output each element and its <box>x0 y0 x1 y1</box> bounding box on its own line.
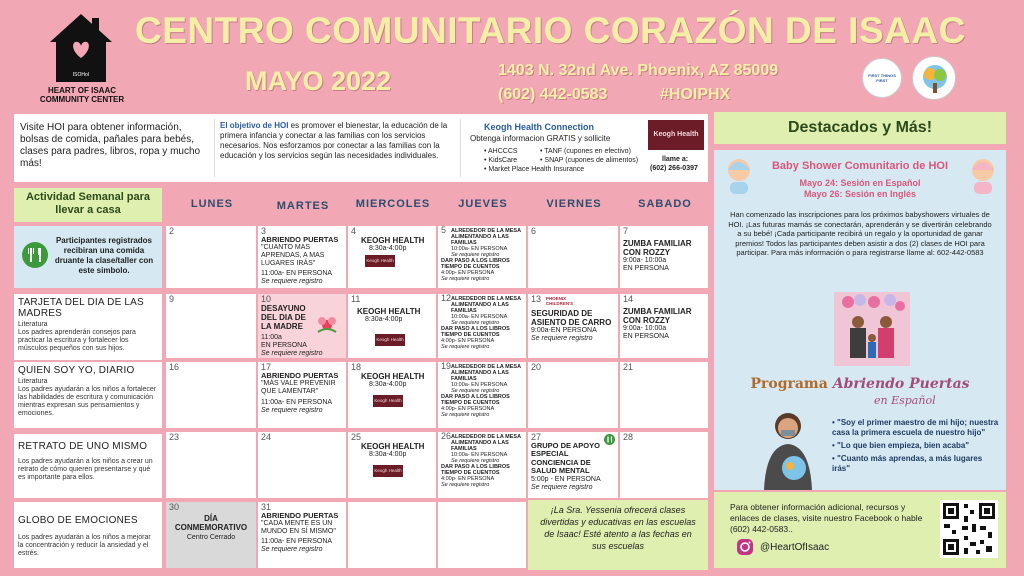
calendar-day <box>348 502 436 568</box>
divider <box>460 119 461 177</box>
page-title: CENTRO COMUNITARIO CORAZÓN DE ISAAC <box>135 10 966 51</box>
day-header: SABADO <box>638 198 692 210</box>
meal-icon <box>22 242 48 268</box>
program-quote: • "Cuanto más aprendas, a más lugares irás" <box>832 454 983 473</box>
keogh-item: • AHCCCS <box>484 148 518 155</box>
phone: (602) 442-0583 <box>498 86 608 103</box>
calendar-day: 21 <box>620 362 708 428</box>
call-number: (602) 266-0397 <box>650 165 698 172</box>
activity-desc: Los padres ayudarán a los niños a fortalecer las habilidades de escritura y comunicación mientras expresan sus pensamientos y emociones. <box>18 386 157 417</box>
calendar-day: 16 <box>166 362 256 428</box>
visit-text: Visite HOI para obtener información, bolsas de comida, pañales para bebés, clases para padres, libros, ropa y mucho más! <box>20 122 201 169</box>
calendar-day: 13 PHOENIX CHILDREN'S SEGURIDAD DE ASIENTO DE CARRO 9:00a-EN PERSONA Se requiere registro <box>528 294 618 358</box>
keogh-logo-text: Keogh Health <box>653 131 699 138</box>
highlights-panel <box>714 150 1006 490</box>
calendar-day: 28 <box>620 432 708 498</box>
day-header: JUEVES <box>458 198 508 210</box>
calendar-day: 4 KEOGH HEALTH 8:30a-4:00p Keogh Health <box>348 226 436 288</box>
day-header: VIERNES <box>546 198 602 210</box>
keogh-item: • Market Place Health Insurance <box>484 166 585 173</box>
calendar-day: 2 <box>166 226 256 288</box>
qr-code[interactable] <box>940 500 998 558</box>
shower-photo <box>834 292 910 366</box>
calendar-day: 26 ALREDEDOR DE LA MESA ALIMENTANDO A LAS FAMILIAS 10:00a- EN PERSONA Se requiere registro DAR PASO A LOS LIBROS TIEMPO DE CUENTOS 4:00p- EN PERSONA Se requiere registro <box>438 432 526 498</box>
house-heart-icon <box>48 12 114 84</box>
contact-text: Para obtener información adicional, recursos y enlaces de clases, visite nuestro Facebook o hable (602) 442-0583.. <box>730 502 923 534</box>
family-resource-badge <box>912 56 956 100</box>
weekly-header <box>14 188 162 222</box>
program-quotes <box>832 418 1002 474</box>
address: 1403 N. 32nd Ave. Phoenix, AZ 85009 <box>498 62 779 79</box>
teacher-photo-icon <box>754 406 824 490</box>
activity-title: TARJETA DEL DIA DE LAS MADRES <box>18 297 144 319</box>
first-things-first-badge <box>862 58 902 98</box>
shower-date: Mayo 26: Sesión en Inglés <box>803 189 917 199</box>
logo-text <box>32 86 132 104</box>
objective-label: El objetivo de HOI <box>220 121 289 130</box>
teacher-photo <box>754 406 824 490</box>
calendar-day: 17 ABRIENDO PUERTAS "MÁS VALE PREVENIR QUE LAMENTAR" 11:00a- EN PERSONA Se requiere registro <box>258 362 346 428</box>
keogh-item: • TANF (cupones en efectivo) <box>540 148 631 155</box>
calendar-day: 14 ZUMBA FAMILIAR CON ROZZY 9:00a- 10:00a EN PERSONA <box>620 294 708 358</box>
badge1-text: FIRST THINGS FIRST <box>868 73 896 83</box>
program-quote: • "Soy el primer maestro de mi hijo; nuestra casa la primera escuela de nuestro hijo" <box>832 418 999 437</box>
instagram-handle[interactable]: @HeartOfIsaac <box>760 542 830 553</box>
calendar-day: 12 ALREDEDOR DE LA MESA ALIMENTANDO A LAS FAMILIAS 10:00a- EN PERSONA Se requiere registro DAR PASO A LOS LIBROS TIEMPO DE CUENTOS 4:00p- EN PERSONA Se requiere registro <box>438 294 526 358</box>
meal-note-box <box>14 226 162 288</box>
keogh-item: • KidsCare <box>484 157 518 164</box>
calendar-day: 9 <box>166 294 256 358</box>
logo-line1: HEART OF ISAAC <box>48 86 116 95</box>
keogh-logo: Keogh Health <box>375 334 405 346</box>
day-header: MIERCOLES <box>355 198 431 210</box>
calendar-day: 24 <box>258 432 346 498</box>
keogh-logo: Keogh Health <box>373 395 403 407</box>
program-subtitle: en Español <box>874 394 936 407</box>
activity-card <box>14 502 162 568</box>
objective-body: es promover el bienestar, la educación de la primera infancia y conectar a las familias con los servicios necesarios. Nos esforzamos por conectar a las familias con la educación y los servicios según las necesidades individuales. <box>220 121 448 160</box>
logo-line2: COMMUNITY CENTER <box>39 95 125 104</box>
tree-icon <box>913 57 957 101</box>
info-panel <box>14 114 708 182</box>
qr-code-icon <box>940 500 998 558</box>
calendar-day: 11 KEOGH HEALTH 8:30a-4:00p Keogh Health <box>348 294 436 358</box>
calendar-day: 7 ZUMBA FAMILIAR CON ROZZY 9:00a- 10:00a EN PERSONA <box>620 226 708 288</box>
calendar-day <box>438 502 526 568</box>
program-quote: • "Lo que bien empieza, bien acaba" <box>832 441 970 450</box>
yessenia-note <box>528 500 708 570</box>
day-header: LUNES <box>190 198 234 210</box>
contact-panel <box>714 492 1006 568</box>
activity-title: GLOBO DE EMOCIONES <box>18 515 138 526</box>
activity-card <box>14 362 162 428</box>
calendar-day: 23 <box>166 432 256 498</box>
hashtag: #HOIPHX <box>660 86 731 103</box>
logo-est: ISOHoI <box>72 72 90 78</box>
calendar-day: 6 <box>528 226 618 288</box>
calendar-day: 18 KEOGH HEALTH 8:30a-4:00p Keogh Health <box>348 362 436 428</box>
call-label: llame a: <box>662 156 689 163</box>
activity-sub: Literatura <box>18 378 48 385</box>
keogh-logo <box>648 120 704 150</box>
divider <box>214 119 215 177</box>
calendar-day: 19 ALREDEDOR DE LA MESA ALIMENTANDO A LAS FAMILIAS 10:00a- EN PERSONA Se requiere registro DAR PASO A LOS LIBROS TIEMPO DE CUENTOS 4:00p- EN PERSONA Se requiere registro <box>438 362 526 428</box>
weekly-header-text: Actividad Semanal para llevar a casa <box>25 191 151 216</box>
program-title <box>714 376 1006 392</box>
activity-desc: Los padres aprenderán consejos para practicar la escritura y fortalecer los músculos pequeños con sus hijos. <box>18 329 136 352</box>
calendar-day: 10 DESAYUNO DEL DIA DE LA MADRE 11:00a EN PERSONA Se requiere registro <box>258 294 346 358</box>
activity-sub: Literatura <box>18 321 48 328</box>
keogh-item: • SNAP (cupones de alimentos) <box>540 157 639 164</box>
shower-text: Han comenzado las inscripciones para los próximos babyshowers virtuales de HOI. ¡Las futuras mamás se conectarán, aprenderán y se divertirán celebrando a su bebé! ¡Cada participante recibirá un regalo y la oportunidad de ganar premios! Todos las participantes deben asistir a dos (2) clases de HOI para participar. Para más información o para registrarse llame al: 602-442-0583 <box>728 210 992 257</box>
instagram-icon[interactable] <box>736 538 754 556</box>
activity-desc: Los padres ayudarán a los niños a crear un retrato de cómo quieren presentarse y qué es importante para ellos. <box>18 458 153 481</box>
objective-text <box>220 121 454 161</box>
program-title-a: Programa <box>750 376 828 392</box>
shower-title: Baby Shower Comunitario de HOI <box>771 160 949 172</box>
calendar-day: 31 ABRIENDO PUERTAS "CADA MENTE ES UN MUNDO EN SÍ MISMO" 11:00a- EN PERSONA Se requiere registro <box>258 502 346 568</box>
calendar-day: 5 ALREDEDOR DE LA MESA ALIMENTANDO A LAS FAMILIAS 10:00a- EN PERSONA Se requiere registro DAR PASO A LOS LIBROS TIEMPO DE CUENTOS 4:00p- EN PERSONA Se requiere registro <box>438 226 526 288</box>
activity-card <box>14 294 162 360</box>
hoi-logo <box>48 12 114 84</box>
activity-card <box>14 434 162 498</box>
keogh-logo: Keogh Health <box>365 255 395 267</box>
meal-icon <box>604 434 615 445</box>
calendar-day: 20 <box>528 362 618 428</box>
keogh-sub: Obtenga informacion GRATIS y sollicite <box>470 134 611 143</box>
activity-desc: Los padres ayudarán a los niños a mejorar la concentración y reducir la ansiedad y el estrés. <box>18 534 151 557</box>
day-header: MARTES <box>276 200 330 212</box>
program-title-b: Abriendo Puertas <box>832 376 970 392</box>
highlights-header: Destacados y Más! <box>714 112 1006 144</box>
calendar-day: 27 GRUPO DE APOYO ESPECIAL CONCIENCIA DE SALUD MENTAL 5:00p - EN PERSONA Se requiere registro <box>528 432 618 498</box>
calendar-day: 25 KEOGH HEALTH 8:30a-4:00p Keogh Health <box>348 432 436 498</box>
shower-date: Mayo 24: Sesión en Español <box>799 178 921 188</box>
yessenia-text: ¡La Sra. Yessenia ofrecerá clases divertidas y educativas en las escuelas de Isaac! Esté atento a las fechas en sus escuelas <box>540 505 696 551</box>
keogh-items-right <box>540 147 638 165</box>
keogh-logo: Keogh Health <box>373 465 403 477</box>
calendar-day: 30 DÍA CONMEMORATIVO Centro Cerrado <box>166 502 256 568</box>
keogh-title: Keogh Health Connection <box>484 122 594 132</box>
activity-title: RETRATO DE UNO MISMO <box>18 441 148 452</box>
family-photo-icon <box>834 292 910 366</box>
flower-icon <box>314 312 340 338</box>
activity-title: QUIEN SOY YO, DIARIO <box>18 365 135 376</box>
calendar-day: 3 ABRIENDO PUERTAS "CUANTO MAS APRENDAS, A MAS LUGARES IRÁS" 11:00a- EN PERSONA Se requiere registro <box>258 226 346 288</box>
month-label: MAYO 2022 <box>245 66 392 96</box>
meal-note: Participantes registrados recibiran una comida druante la clase/taller con este simbolo. <box>54 236 154 275</box>
phoenix-childrens-logo: PHOENIX CHILDREN'S <box>545 296 574 306</box>
